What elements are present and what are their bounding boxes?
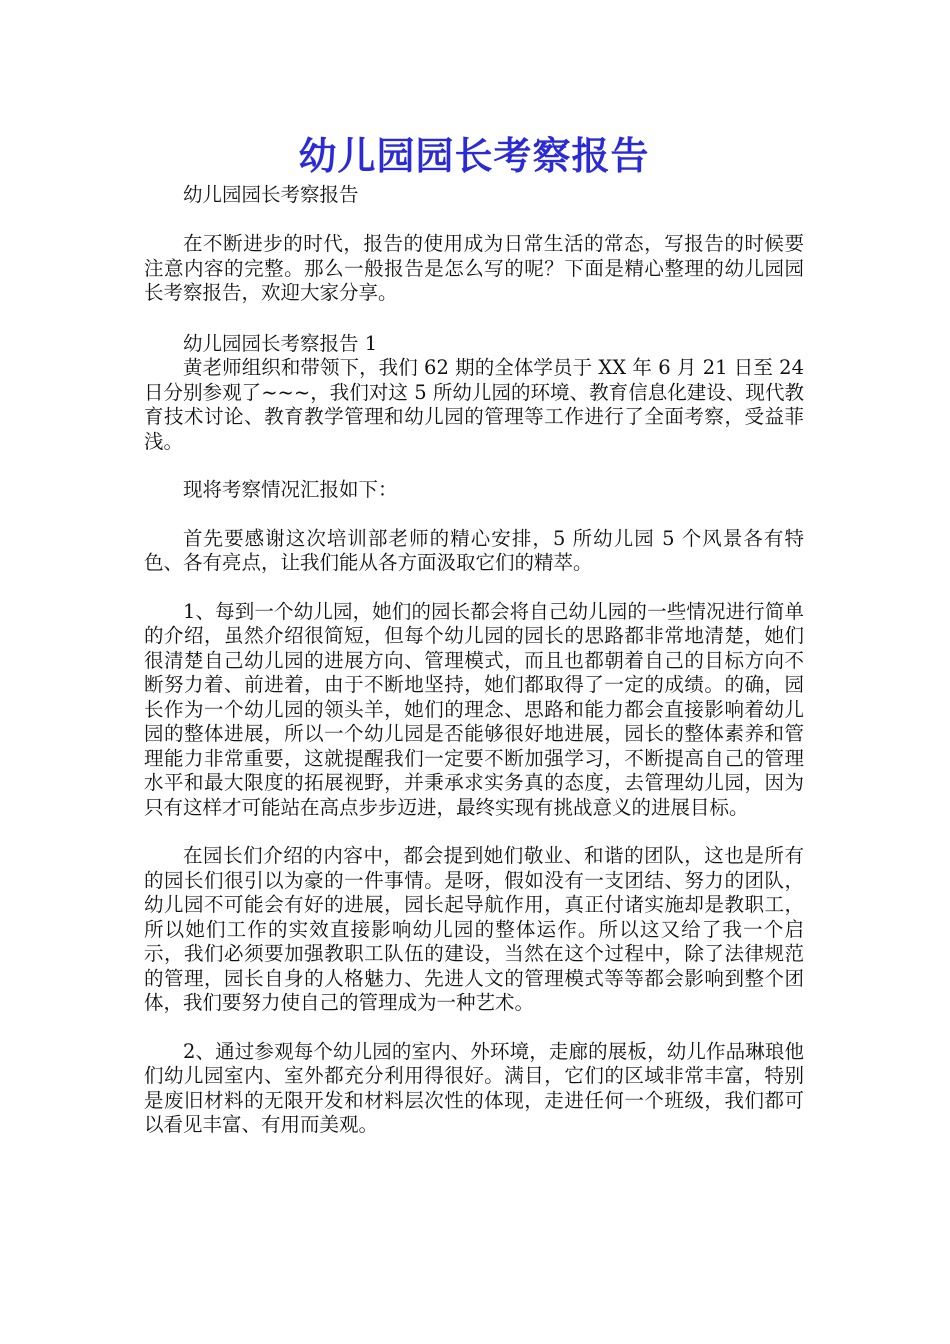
document-page <box>144 120 804 1138</box>
section-heading: 幼儿园园长考察报告 1 <box>183 331 378 355</box>
body-paragraph: 首先要感谢这次培训部老师的精心安排，5 所幼儿园 5 个风景各有特色、各有亮点，让我们能从各方面汲取它们的精萃。 <box>144 526 804 574</box>
body-paragraph: 1、每到一个幼儿园，她们的园长都会将自己幼儿园的一些情况进行简单的介绍，虽然介绍很简短，但每个幼儿园的园长的思路都非常地清楚，她们很清楚自己幼儿园的进展方向、管理模式，而且也都朝着自己的目标方向不断努力着、前进着，由于不断地坚持，她们都取得了一定的成绩。的确，园长作为一个幼儿园的领头羊，她们的理念、思路和能力都会直接影响着幼儿园的整体进展，所以一个幼儿园是否能够很好地进展，园长的整体素养和管理能力非常重要，这就提醒我们一定要不断加强学习，不断提高自己的管理水平和最大限度的拓展视野，并秉承求实务真的态度，去管理幼儿园，因为只有这样才可能站在高点步步迈进，最终实现有挑战意义的进展目标。 <box>144 599 804 819</box>
body-paragraph: 黄老师组织和带领下，我们 62 期的全体学员于 XX 年 6 月 21 日至 24 日分别参观了~~~，我们对这 5 所幼儿园的环境、教育信息化建设、现代教育技术讨论、教育教学管理和幼儿园的管理等工作进行了全面考察，受益菲浅。 <box>144 356 804 453</box>
intro-paragraph: 在不断进步的时代，报告的使用成为日常生活的常态，写报告的时候要注意内容的完整。那么一般报告是怎么写的呢？下面是精心整理的幼儿园园长考察报告，欢迎大家分享。 <box>144 232 804 304</box>
body-paragraph: 在园长们介绍的内容中，都会提到她们敬业、和谐的团队，这也是所有的园长们很引以为豪的一件事情。是呀，假如没有一支团结、努力的团队，幼儿园不可能会有好的进展，园长起导航作用，真正付诸实施却是教职工，所以她们工作的实效直接影响幼儿园的整体运作。所以这又给了我一个启示，我们必须要加强教职工队伍的建设，当然在这个过程中，除了法律规范的管理，园长自身的人格魅力、先进人文的管理模式等等都会影响到整个团体，我们要努力使自己的管理成为一种艺术。 <box>144 844 804 1014</box>
document-title: 幼儿园园长考察报告 <box>298 133 650 178</box>
body-paragraph: 现将考察情况汇报如下： <box>183 478 398 501</box>
document-subtitle: 幼儿园园长考察报告 <box>183 183 359 206</box>
body-paragraph: 2、通过参观每个幼儿园的室内、外环境，走廊的展板，幼儿作品琳琅他们幼儿园室内、室外都充分利用得很好。满目，它们的区域非常丰富，特别是废旧材料的无限开发和材料层次性的体现，走进任何一个班级，我们都可以看见丰富、有用而美观。 <box>144 1039 804 1136</box>
